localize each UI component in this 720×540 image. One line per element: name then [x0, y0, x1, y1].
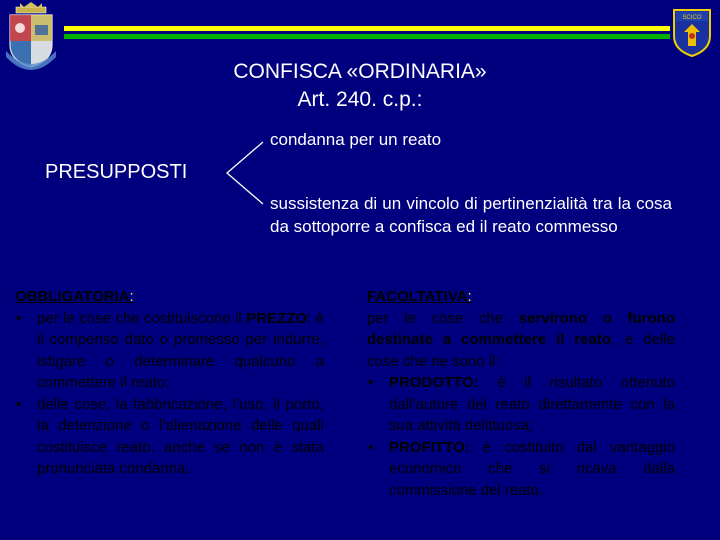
- item-text: è costituito dal vantaggio economico che si ricava dalla commissione del reato.: [389, 438, 675, 499]
- intro-text: per le cose che: [367, 309, 519, 327]
- facoltativa-heading-text: FACOLTATIVA: [367, 288, 468, 305]
- list-item: [367, 437, 675, 502]
- facoltativa-heading: [367, 286, 675, 308]
- facoltativa-heading-colon: :: [467, 288, 472, 305]
- item-keyword-profitto: PROFITTO:: [389, 438, 470, 456]
- list-item: [15, 308, 324, 394]
- title-line-2: Art. 240. c.p.:: [297, 88, 423, 111]
- item-keyword-prezzo: PREZZO: [246, 309, 308, 327]
- presupposto-condanna: condanna per un reato: [270, 130, 442, 149]
- bullet: •: [16, 309, 22, 327]
- bullet: •: [368, 438, 374, 456]
- facoltativa-list: [367, 372, 675, 501]
- obbligatoria-heading-text: OBBLIGATORIA: [15, 288, 130, 305]
- item-text: è il risultato ottenuto dall’autore del reato direttamente con la sua attività delittuosa;: [389, 374, 675, 434]
- scico-badge-text: SCICO: [682, 15, 702, 21]
- obbligatoria-heading: [15, 286, 324, 308]
- item-keyword-prodotto: PRODOTTO:: [389, 374, 479, 391]
- item-text: : è il compenso dato o promesso per indurre, istigare o determinare qualcuno a commettere il reato;: [37, 309, 324, 391]
- branch-bracket: [225, 140, 265, 206]
- item-text: per le cose che costituiscono il: [37, 309, 247, 327]
- obbligatoria-panel: [15, 286, 324, 480]
- coat-of-arms-logo: [2, 1, 60, 75]
- bullet: •: [16, 395, 22, 413]
- title-line-1: CONFISCA «ORDINARIA»: [233, 60, 487, 83]
- bullet: •: [368, 374, 374, 391]
- intro-keyword: servirono o furono destinate a commettere il reato: [367, 309, 675, 348]
- presupposti-label: PRESUPPOSTI: [45, 161, 188, 183]
- item-text: delle cose, la fabbricazione, l’uso, il porto, la detenzione o l’alienazione delle quali costituisce reato, anche se non è stata pronunciata condanna.: [37, 395, 324, 477]
- scico-badge-logo: [672, 6, 712, 58]
- header-bar-green: [64, 34, 670, 39]
- facoltativa-intro: [367, 308, 675, 373]
- slide-title: [160, 58, 560, 114]
- obbligatoria-heading-colon: :: [129, 288, 134, 305]
- list-item: [367, 372, 675, 437]
- intro-text: , e delle cose che ne sono il:: [367, 331, 675, 370]
- list-item: [15, 394, 324, 480]
- obbligatoria-list: [15, 308, 324, 480]
- presupposto-pertinenzialita: sussistenza di un vincolo di pertinenzialità tra la cosa da sottoporre a confisca ed il reato commesso: [270, 194, 672, 236]
- facoltativa-panel: [367, 286, 675, 501]
- header-bar-yellow: [64, 26, 670, 31]
